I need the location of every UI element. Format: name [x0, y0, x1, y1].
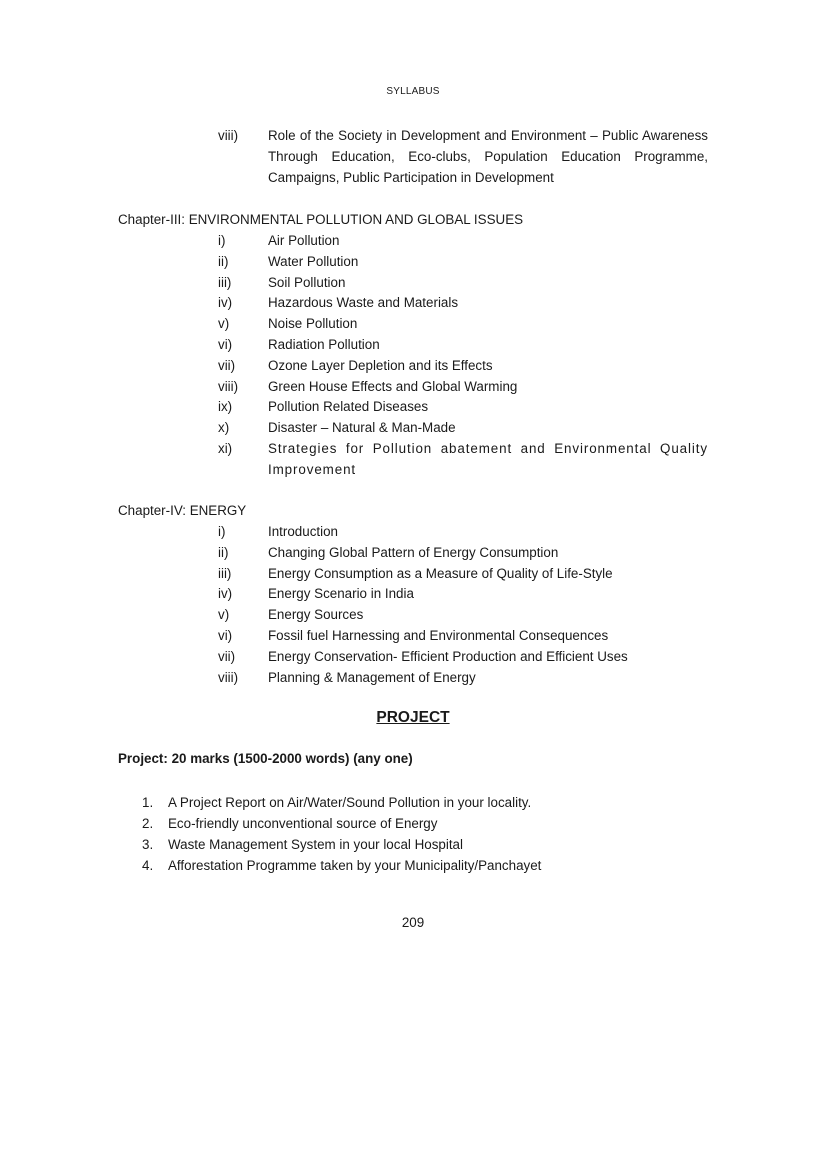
- item-text: Soil Pollution: [268, 274, 346, 290]
- item-text: Afforestation Programme taken by your Municipality/Panchayet: [168, 858, 542, 873]
- item-text: Pollution Related Diseases: [268, 399, 429, 415]
- item-number: iv): [218, 586, 233, 602]
- item-number: iii): [218, 565, 232, 581]
- item-text: Waste Management System in your local Hospital: [168, 837, 463, 852]
- item-text: Changing Global Pattern of Energy Consumption: [268, 544, 559, 560]
- item-number: viii): [218, 128, 239, 143]
- running-header: SYLLABUS: [386, 86, 440, 97]
- item-text: Energy Scenario in India: [268, 586, 414, 602]
- item-number: 2.: [142, 816, 154, 831]
- item-text: Green House Effects and Global Warming: [268, 378, 518, 394]
- item-number: viii): [218, 378, 239, 394]
- item-text: Radiation Pollution: [268, 337, 380, 352]
- page-number: 209: [401, 915, 425, 930]
- item-text: Noise Pollution: [268, 316, 358, 332]
- item-number: vii): [218, 357, 236, 373]
- item-number: 4.: [142, 858, 154, 873]
- chapter-heading: Chapter-IV: ENERGY: [118, 503, 247, 518]
- item-number: ix): [218, 399, 233, 415]
- item-number: ii): [218, 253, 229, 269]
- item-text: Energy Sources: [268, 607, 364, 623]
- item-text: Hazardous Waste and Materials: [268, 295, 459, 311]
- item-number: i): [218, 233, 226, 248]
- item-number: viii): [218, 669, 239, 685]
- item-text: Ozone Layer Depletion and its Effects: [268, 357, 493, 373]
- item-text: Fossil fuel Harnessing and Environmental Consequences: [268, 628, 609, 643]
- item-text: Role of the Society in Development and Environment – Public Awareness Through Education, Eco-clubs, Population Education Programme, Campaigns, Public Participation in Development: [268, 128, 708, 185]
- item-number: iv): [218, 295, 233, 311]
- item-text: Planning & Management of Energy: [268, 669, 476, 685]
- project-subtitle: Project: 20 marks (1500-2000 words) (any one): [118, 751, 413, 766]
- item-text: Water Pollution: [268, 253, 359, 269]
- item-text: Eco-friendly unconventional source of Energy: [168, 816, 438, 831]
- item-text: Disaster – Natural & Man-Made: [268, 420, 456, 436]
- item-text: Energy Consumption as a Measure of Quality of Life-Style: [268, 565, 613, 581]
- item-number: v): [218, 607, 230, 623]
- item-text: Energy Conservation- Efficient Production and Efficient Uses: [268, 648, 628, 664]
- item-text: Air Pollution: [268, 233, 340, 248]
- item-number: v): [218, 316, 230, 332]
- item-number: 1.: [142, 795, 154, 810]
- project-title: PROJECT: [376, 709, 450, 726]
- item-number: i): [218, 524, 226, 539]
- item-number: ii): [218, 544, 229, 560]
- item-number: xi): [218, 441, 233, 456]
- item-number: 3.: [142, 837, 154, 852]
- item-number: x): [218, 420, 230, 436]
- item-text: Strategies for Pollution abatement and Environmental Quality Improvement: [268, 441, 708, 477]
- item-number: vi): [218, 628, 233, 643]
- item-text: A Project Report on Air/Water/Sound Pollution in your locality.: [168, 795, 532, 810]
- item-number: iii): [218, 274, 232, 290]
- item-number: vii): [218, 648, 236, 664]
- item-number: vi): [218, 337, 233, 352]
- chapter-heading: Chapter-III: ENVIRONMENTAL POLLUTION AND GLOBAL ISSUES: [118, 212, 524, 227]
- item-text: Introduction: [268, 524, 338, 539]
